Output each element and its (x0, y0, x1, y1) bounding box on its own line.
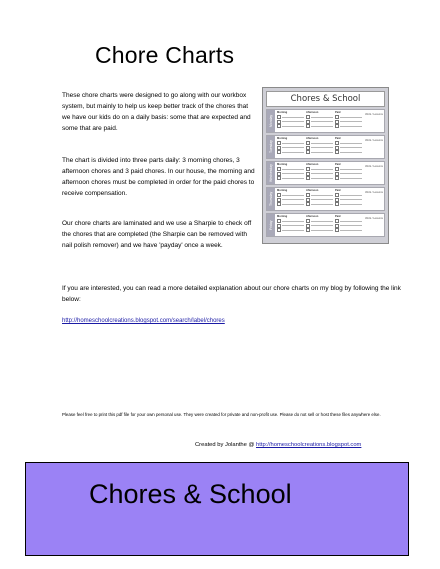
thumbnail-column-header: Morning (277, 137, 288, 140)
credit-line (195, 442, 361, 448)
thumbnail-column (306, 215, 333, 235)
thumbnail-chore-line (335, 168, 362, 171)
thumbnail-chore-line (335, 224, 362, 227)
chore-text-line (282, 173, 304, 174)
thumbnail-row (266, 187, 385, 211)
thumbnail-column (306, 189, 333, 209)
thumbnail-column (277, 189, 304, 209)
checkbox-icon (306, 193, 310, 197)
thumbnail-column-header: Afternoon (306, 111, 319, 114)
checkbox-icon (335, 172, 339, 176)
checkbox-icon (306, 146, 310, 150)
checkbox-icon (277, 124, 281, 128)
thumbnail-column (277, 215, 304, 235)
chore-text-line (311, 230, 333, 231)
banner (25, 462, 409, 556)
thumbnail-chore-line (335, 116, 362, 119)
laminated-paragraph: Our chore charts are laminated and we use a Sharpie to check off the chores that are completed (the Sharpie can be removed with nail polish remover) and we have 'payday' once a week. (62, 220, 252, 249)
thumbnail-column-header: Morning (277, 163, 288, 166)
thumbnail-row (266, 135, 385, 159)
chore-text-line (282, 204, 304, 205)
thumbnail-chore-line (277, 142, 304, 145)
checkbox-icon (335, 224, 339, 228)
chore-text-line (340, 117, 362, 118)
checkbox-icon (306, 224, 310, 228)
checkbox-icon (306, 120, 310, 124)
thumbnail-chore-line (335, 220, 362, 223)
structure-paragraph: The chart is divided into three parts daily: 3 morning chores, 3 afternoon chores and 3 paid chores. In our house, the morning and afternoon chores must be completed in order for the paid chores to receive compensation. (62, 157, 255, 197)
thumbnail-column-header: Paid (335, 215, 341, 218)
credit-prefix: Created by Jolanthe @ (195, 442, 255, 448)
thumbnail-chore-line (306, 168, 333, 171)
checkbox-icon (306, 115, 310, 119)
checkbox-icon (306, 198, 310, 202)
checkbox-icon (306, 228, 310, 232)
chore-text-line (311, 152, 333, 153)
thumbnail-chore-line (335, 172, 362, 175)
checkbox-icon (277, 219, 281, 223)
thumbnail-side-label: Work / Lessons (365, 191, 383, 194)
chore-text-line (340, 230, 362, 231)
thumbnail-column (335, 189, 362, 209)
checkbox-icon (277, 176, 281, 180)
chore-text-line (311, 117, 333, 118)
thumbnail-column-header: Afternoon (306, 215, 319, 218)
chore-text-line (311, 178, 333, 179)
checkbox-icon (277, 172, 281, 176)
checkbox-icon (335, 219, 339, 223)
thumbnail-header: Chores & School (266, 91, 385, 107)
thumbnail-chore-line (306, 146, 333, 149)
thumbnail-chore-line (277, 220, 304, 223)
thumbnail-side-label: Work / Lessons (365, 113, 383, 116)
thumbnail-rows (266, 109, 385, 237)
thumbnail-chore-line (277, 116, 304, 119)
chore-text-line (282, 117, 304, 118)
chore-text-line (311, 173, 333, 174)
thumbnail-row (266, 213, 385, 237)
chore-text-line (282, 143, 304, 144)
thumbnail-chore-line (277, 224, 304, 227)
thumbnail-chore-line (277, 194, 304, 197)
blog-paragraph: If you are interested, you can read a more detailed explanation about our chore charts on my blog by following the link below: (62, 285, 401, 303)
thumbnail-chore-line (306, 220, 333, 223)
thumbnail-chore-line (306, 172, 333, 175)
thumbnail-column-header: Paid (335, 111, 341, 114)
checkbox-icon (335, 167, 339, 171)
thumbnail-column-header: Afternoon (306, 137, 319, 140)
chore-text-line (340, 169, 362, 170)
thumbnail-chore-line (277, 120, 304, 123)
thumbnail-column-header: Morning (277, 189, 288, 192)
checkbox-icon (306, 202, 310, 206)
thumbnail-chore-line (335, 203, 362, 206)
chore-text-line (340, 221, 362, 222)
thumbnail-chore-line (335, 125, 362, 128)
thumbnail-row (266, 161, 385, 185)
chore-text-line (311, 204, 333, 205)
thumbnail-chore-line (277, 151, 304, 154)
thumbnail-chore-line (306, 198, 333, 201)
checkbox-icon (306, 172, 310, 176)
checkbox-icon (335, 141, 339, 145)
thumbnail-day-label: Wednesday (267, 162, 275, 184)
thumbnail-day-label: Tuesday (267, 136, 275, 158)
thumbnail-day-label: Friday (267, 214, 275, 236)
intro-paragraph: These chore charts were designed to go along with our workbox system, but mainly to help us keep better track of the chores that we have our kids do on a daily basis: some that are expected and some that are paid. (62, 92, 251, 132)
chore-text-line (340, 147, 362, 148)
checkbox-icon (306, 219, 310, 223)
thumbnail-column (306, 137, 333, 157)
checkbox-icon (277, 193, 281, 197)
thumbnail-column (277, 137, 304, 157)
chore-text-line (311, 225, 333, 226)
chore-text-line (282, 225, 304, 226)
chore-text-line (282, 195, 304, 196)
checkbox-icon (335, 202, 339, 206)
chore-text-line (311, 169, 333, 170)
thumbnail-side-label: Work / Lessons (365, 217, 383, 220)
thumbnail-chore-line (277, 125, 304, 128)
thumbnail-column (335, 215, 362, 235)
chore-text-line (282, 178, 304, 179)
chore-text-line (311, 199, 333, 200)
checkbox-icon (335, 124, 339, 128)
thumbnail-chore-line (306, 116, 333, 119)
thumbnail-row (266, 109, 385, 133)
thumbnail-chore-line (306, 229, 333, 232)
chore-text-line (282, 126, 304, 127)
checkbox-icon (335, 150, 339, 154)
chore-text-line (282, 121, 304, 122)
thumbnail-chore-line (306, 194, 333, 197)
thumbnail-side-label: Work / Lessons (365, 165, 383, 168)
thumbnail-chore-line (306, 203, 333, 206)
chore-text-line (340, 143, 362, 144)
thumbnail-column (277, 111, 304, 131)
checkbox-icon (306, 141, 310, 145)
checkbox-icon (306, 124, 310, 128)
thumbnail-chore-line (335, 146, 362, 149)
chore-text-line (340, 121, 362, 122)
chore-text-line (282, 230, 304, 231)
banner-title: Chores & School (89, 479, 292, 509)
thumbnail-chore-line (277, 203, 304, 206)
chore-text-line (340, 152, 362, 153)
thumbnail-chore-line (335, 177, 362, 180)
checkbox-icon (277, 115, 281, 119)
chore-text-line (340, 178, 362, 179)
usage-note: Please feel free to print this pdf file for your own personal use. They were created for private and non-profit use. Please do not sell or host these files anywhere else. (62, 412, 381, 417)
chore-text-line (311, 126, 333, 127)
thumbnail-chore-line (277, 198, 304, 201)
chore-text-line (340, 126, 362, 127)
thumbnail-column-header: Paid (335, 137, 341, 140)
chore-text-line (340, 173, 362, 174)
thumbnail-column (277, 163, 304, 183)
chore-text-line (311, 121, 333, 122)
checkbox-icon (335, 198, 339, 202)
checkbox-icon (306, 167, 310, 171)
checkbox-icon (306, 150, 310, 154)
thumbnail-column (335, 111, 362, 131)
thumbnail-chore-line (306, 151, 333, 154)
checkbox-icon (335, 228, 339, 232)
chore-text-line (311, 195, 333, 196)
thumbnail-chore-line (335, 120, 362, 123)
thumbnail-column-header: Afternoon (306, 163, 319, 166)
thumbnail-day-label: Thursday (267, 188, 275, 210)
chore-text-line (340, 225, 362, 226)
chore-text-line (340, 204, 362, 205)
thumbnail-column-header: Paid (335, 163, 341, 166)
checkbox-icon (277, 120, 281, 124)
thumbnail-column-header: Morning (277, 111, 288, 114)
thumbnail-column-header: Paid (335, 189, 341, 192)
checkbox-icon (277, 146, 281, 150)
chore-text-line (282, 152, 304, 153)
checkbox-icon (277, 150, 281, 154)
chore-text-line (282, 199, 304, 200)
checkbox-icon (306, 176, 310, 180)
thumbnail-column (335, 137, 362, 157)
chore-text-line (311, 221, 333, 222)
thumbnail-chore-line (277, 177, 304, 180)
chores-blog-link[interactable]: http://homeschoolcreations.blogspot.com/search/label/chores (62, 318, 225, 324)
thumbnail-chore-line (335, 142, 362, 145)
checkbox-icon (277, 198, 281, 202)
thumbnail-chore-line (306, 224, 333, 227)
thumbnail-chore-line (277, 229, 304, 232)
thumbnail-chore-line (306, 177, 333, 180)
thumbnail-chore-line (306, 125, 333, 128)
credit-link[interactable]: http://homeschoolcreations.blogspot.com (256, 442, 362, 448)
chore-text-line (282, 147, 304, 148)
thumbnail-chore-line (277, 172, 304, 175)
chore-text-line (340, 195, 362, 196)
chore-text-line (282, 221, 304, 222)
checkbox-icon (335, 176, 339, 180)
chart-thumbnail (262, 87, 389, 244)
checkbox-icon (335, 115, 339, 119)
thumbnail-chore-line (277, 146, 304, 149)
thumbnail-chore-line (277, 168, 304, 171)
thumbnail-column (306, 111, 333, 131)
thumbnail-column (306, 163, 333, 183)
thumbnail-column-header: Morning (277, 215, 288, 218)
thumbnail-chore-line (306, 120, 333, 123)
thumbnail-chore-line (306, 142, 333, 145)
chore-text-line (311, 143, 333, 144)
thumbnail-side-label: Work / Lessons (365, 139, 383, 142)
checkbox-icon (277, 228, 281, 232)
thumbnail-chore-line (335, 194, 362, 197)
thumbnail-day-label: Monday (267, 110, 275, 132)
thumbnail-chore-line (335, 229, 362, 232)
checkbox-icon (277, 167, 281, 171)
checkbox-icon (335, 146, 339, 150)
chore-text-line (340, 199, 362, 200)
thumbnail-column (335, 163, 362, 183)
checkbox-icon (335, 120, 339, 124)
thumbnail-column-header: Afternoon (306, 189, 319, 192)
checkbox-icon (277, 141, 281, 145)
checkbox-icon (335, 193, 339, 197)
thumbnail-chore-line (335, 151, 362, 154)
chore-text-line (311, 147, 333, 148)
checkbox-icon (277, 202, 281, 206)
checkbox-icon (277, 224, 281, 228)
thumbnail-chore-line (335, 198, 362, 201)
chore-text-line (282, 169, 304, 170)
page-title: Chore Charts (95, 42, 235, 68)
